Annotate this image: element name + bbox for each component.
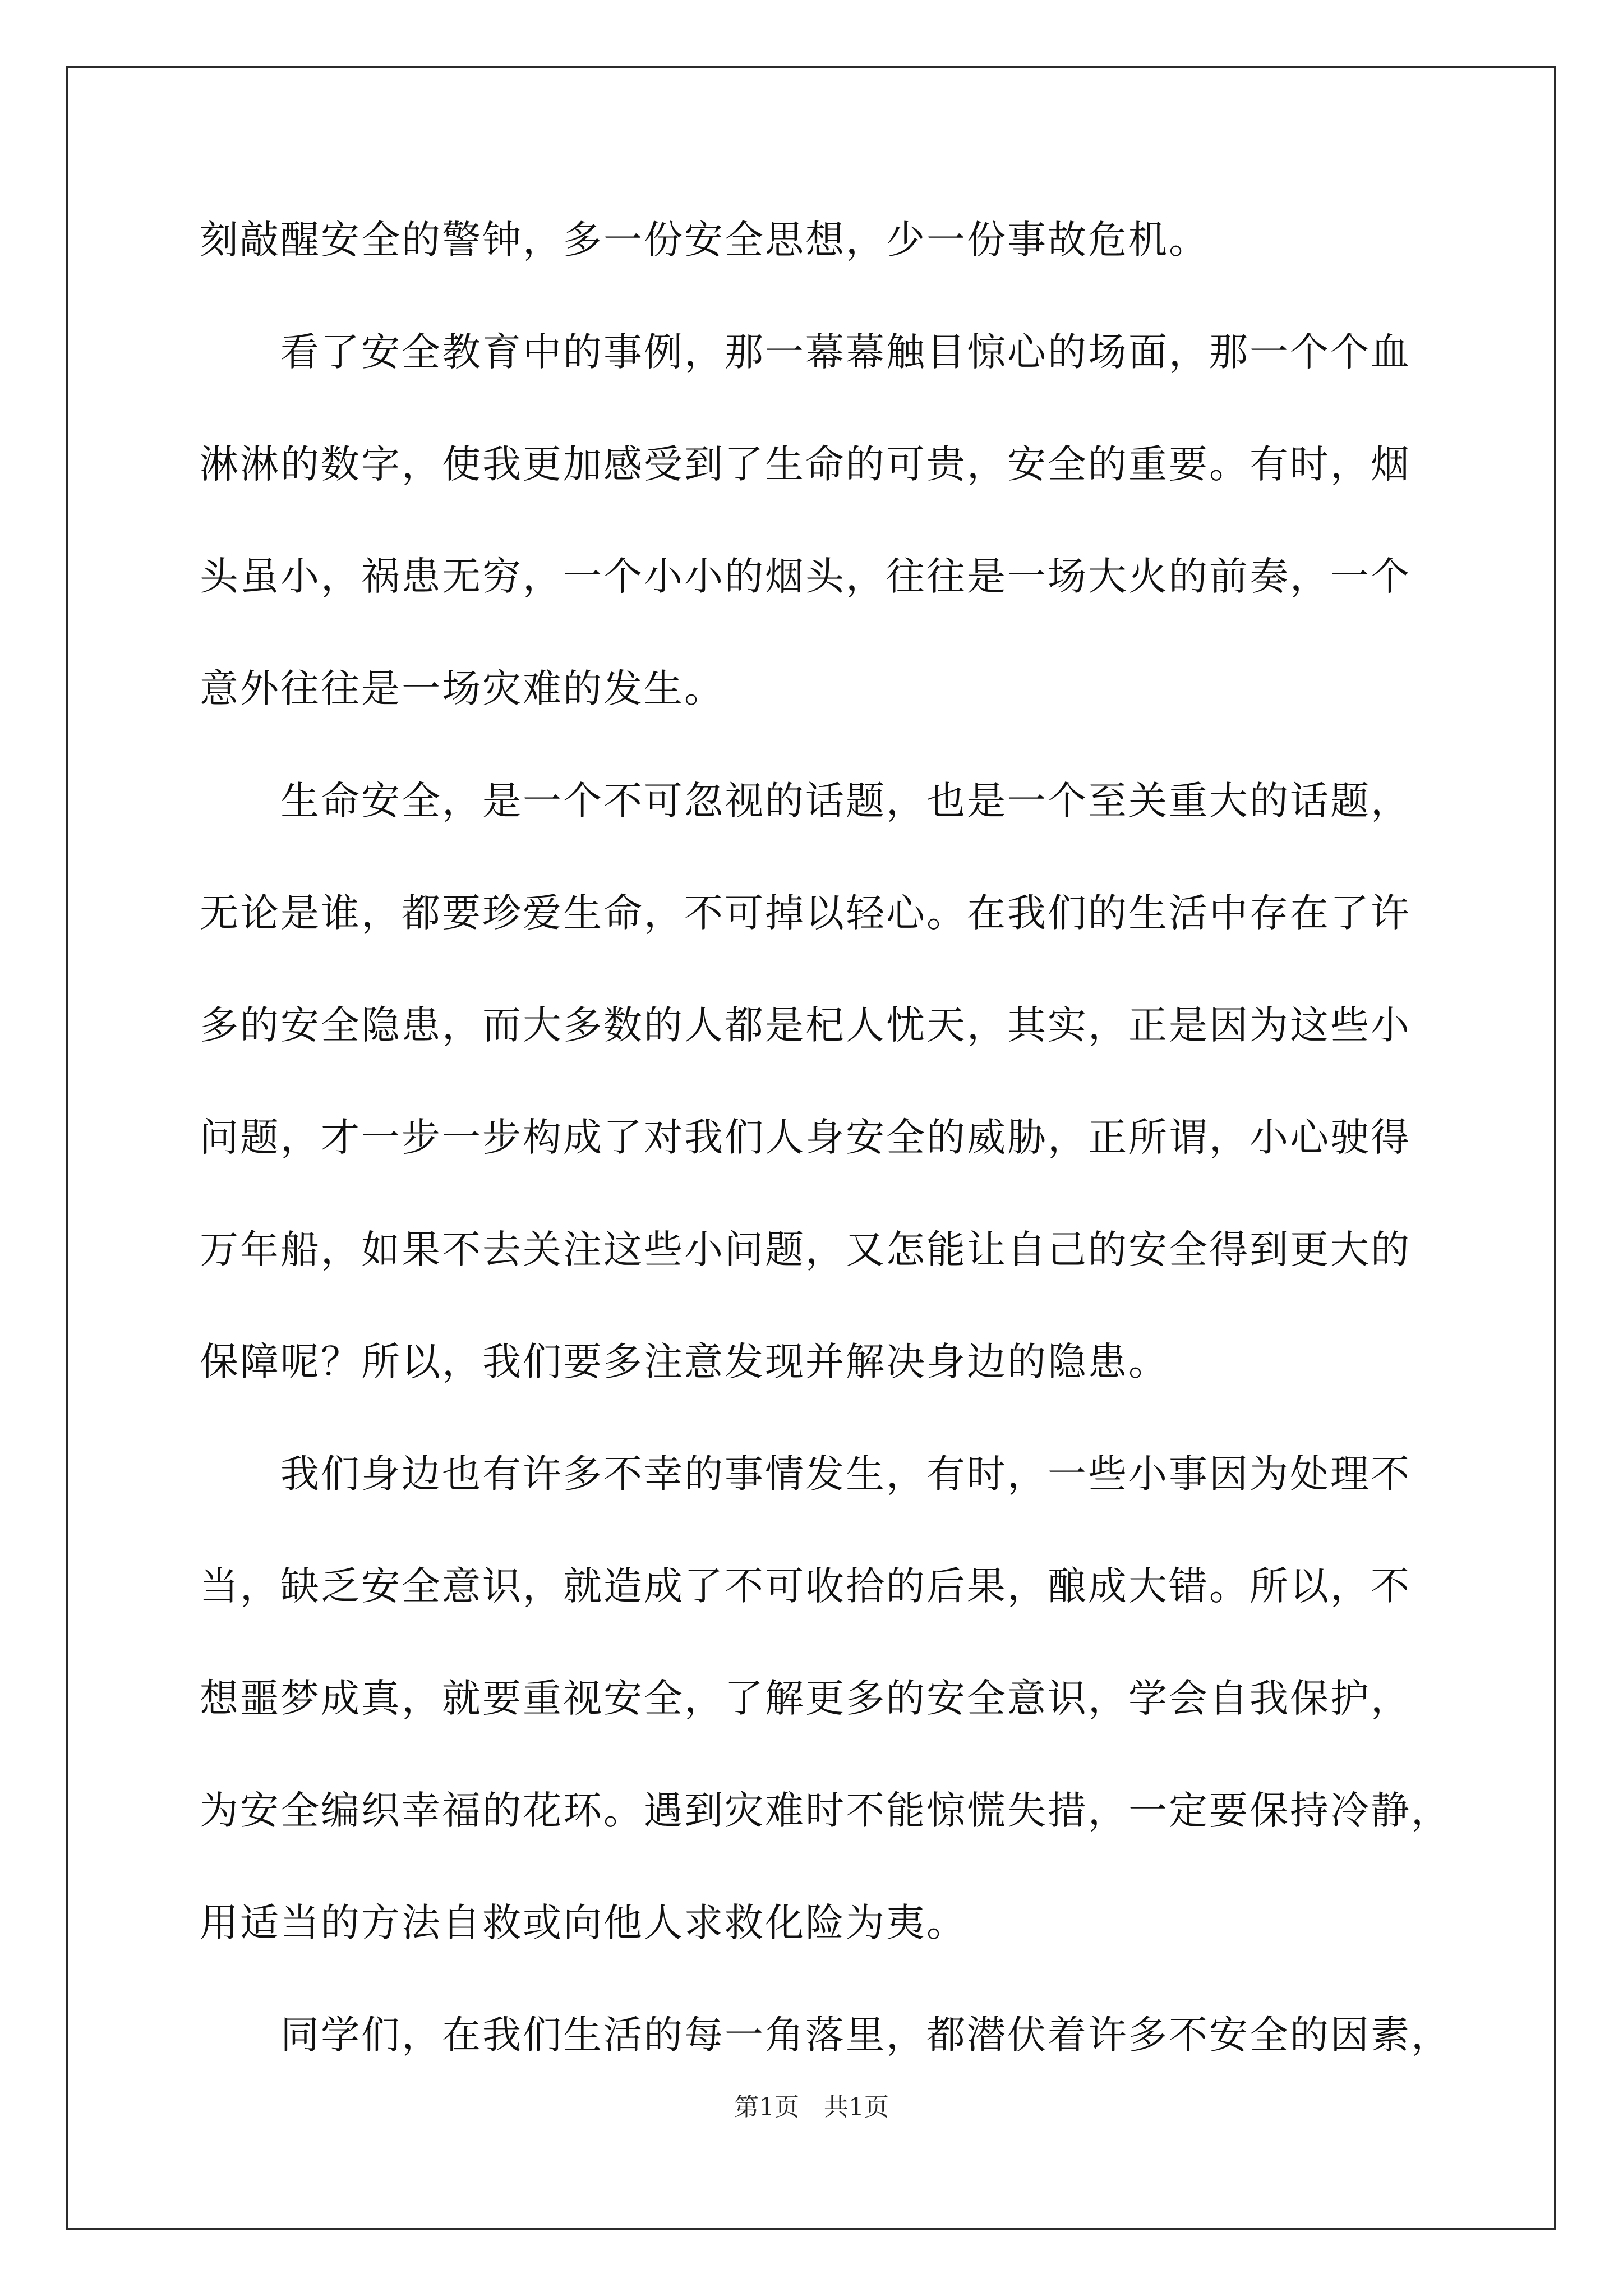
document-body	[200, 209, 1459, 2116]
text-line: 问题，才一步一步构成了对我们人身安全的威胁，正所谓，小心驶得	[200, 1115, 1411, 1160]
page-footer	[0, 2087, 1623, 2123]
text-line: 头虽小，祸患无穷，一个小小的烟头，往往是一场大火的前奏，一个	[200, 554, 1411, 599]
text-line: 当，缺乏安全意识，就造成了不可收拾的后果，酿成大错。所以，不	[200, 1564, 1411, 1609]
page-number-label: 第1页 共1页	[734, 2093, 889, 2122]
text-line: 刻敲醒安全的警钟，多一份安全思想，少一份事故危机。	[200, 218, 1209, 263]
text-line: 为安全编织幸福的花环。遇到灾难时不能惊慌失措，一定要保持冷静，	[200, 1788, 1451, 1833]
text-line: 生命安全，是一个不可忽视的话题，也是一个至关重大的话题，	[200, 779, 1411, 823]
text-line: 看了安全教育中的事例，那一幕幕触目惊心的场面，那一个个血	[200, 330, 1411, 375]
text-line: 意外往往是一场灾难的发生。	[200, 666, 725, 711]
text-line: 无论是谁，都要珍爱生命，不可掉以轻心。在我们的生活中存在了许	[200, 891, 1411, 936]
text-line: 我们身边也有许多不幸的事情发生，有时，一些小事因为处理不	[200, 1452, 1411, 1497]
text-line: 保障呢？所以，我们要多注意发现并解决身边的隐患。	[200, 1340, 1169, 1384]
text-line: 用适当的方法自救或向他人求救化险为夷。	[200, 1901, 967, 1945]
text-line: 万年船，如果不去关注这些小问题，又怎能让自己的安全得到更大的	[200, 1227, 1411, 1272]
text-line: 想噩梦成真，就要重视安全，了解更多的安全意识，学会自我保护，	[200, 1676, 1411, 1721]
text-line: 同学们，在我们生活的每一角落里，都潜伏着许多不安全的因素，	[200, 2013, 1451, 2058]
text-line: 多的安全隐患，而大多数的人都是杞人忧天，其实，正是因为这些小	[200, 1003, 1411, 1048]
text-line: 淋淋的数字，使我更加感受到了生命的可贵，安全的重要。有时，烟	[200, 442, 1411, 487]
